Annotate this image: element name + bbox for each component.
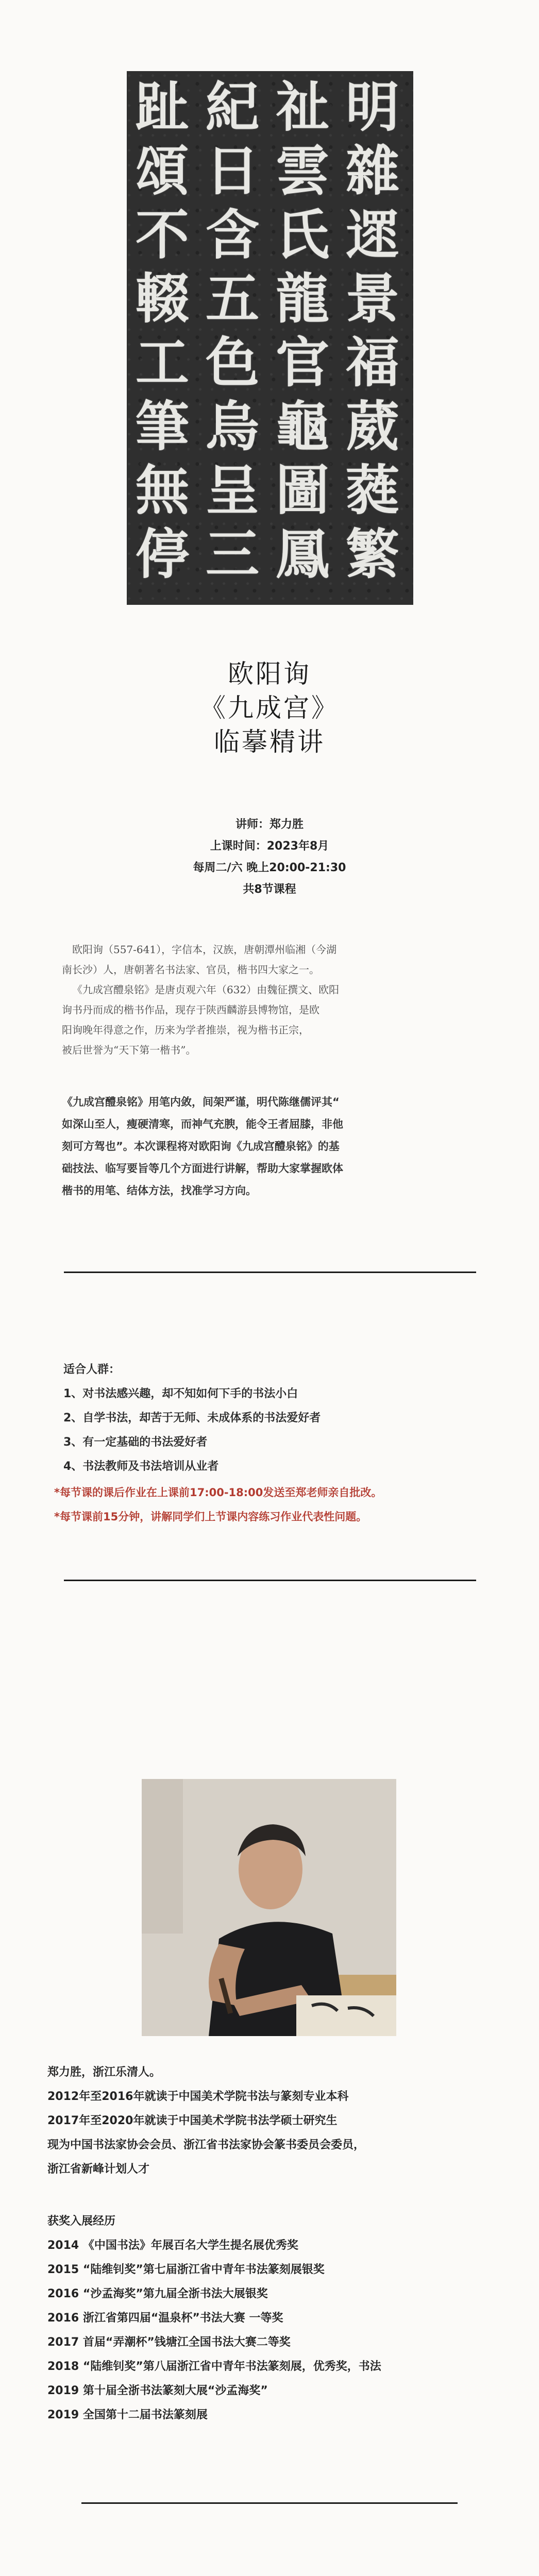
intro-line: 南长沙）人，唐朝著名书法家、官员，楷书四大家之一。 <box>62 963 319 976</box>
intro-line: 如深山至人，瘦硬清寒，而神气充腴，能令王者屈膝，非他 <box>62 1118 343 1130</box>
intro-line: 阳询晚年得意之作，历来为学者推崇，视为楷书正宗， <box>62 1024 309 1036</box>
intro-line: 础技法、临写要旨等几个方面进行讲解，帮助大家掌握欧体 <box>62 1162 343 1175</box>
award-item: 2016 “沙孟海奖”第九届全浙书法大展银奖 <box>47 2287 268 2300</box>
audience-item: 1、对书法感兴趣，却不知如何下手的书法小白 <box>63 1387 298 1400</box>
rubbing-char: 圖 <box>275 459 329 522</box>
rubbing-char: 色 <box>205 331 259 394</box>
title-course: 临摹精讲 <box>214 727 325 757</box>
rubbing-char: 遝 <box>345 203 399 266</box>
rubbing-column-4 <box>127 75 201 586</box>
rubbing-char: 三 <box>205 522 259 586</box>
rubbing-char: 葳 <box>345 395 399 458</box>
rubbing-char: 雲 <box>275 139 329 202</box>
rubbing-char: 輟 <box>135 267 189 330</box>
audience-heading: 适合人群： <box>63 1363 121 1376</box>
award-item: 2016 浙江省第四届“温泉杯”书法大赛 一等奖 <box>47 2312 283 2325</box>
rubbing-char: 頌 <box>135 139 189 202</box>
rubbing-char: 氏 <box>275 203 329 266</box>
rubbing-char: 福 <box>345 331 399 394</box>
title-work: 《九成宫》 <box>200 693 339 723</box>
divider <box>64 1580 476 1581</box>
rubbing-char: 五 <box>205 267 259 330</box>
rubbing-char: 紀 <box>205 75 259 139</box>
rubbing-char: 呈 <box>205 459 259 522</box>
bio-line: 现为中国书法家协会会员、浙江省书法家协会篆书委员会委员， <box>47 2139 365 2151</box>
rubbing-char: 雜 <box>345 139 399 202</box>
homework-note: *每节课的课后作业在上课前17:00-18:00发送至郑老师亲自批改。 <box>54 1486 382 1499</box>
intro-line: 楷书的用笔、结体方法，找准学习方向。 <box>62 1184 257 1197</box>
rubbing-char: 工 <box>135 331 189 394</box>
rubbing-char: 明 <box>345 75 399 139</box>
intro-line: 询书丹而成的楷书作品，现存于陕西麟游县博物馆，是欧 <box>62 1004 319 1016</box>
award-item: 2018 “陆维钊奖”第八届浙江省中青年书法篆刻展，优秀奖，书法 <box>47 2360 381 2373</box>
divider <box>64 1272 476 1273</box>
award-item: 2017 首届“弄潮杯”钱塘江全国书法大赛二等奖 <box>47 2336 291 2349</box>
rubbing-char: 龜 <box>275 395 329 458</box>
review-note: *每节课前15分钟，讲解同学们上节课内容练习作业代表性问题。 <box>54 1511 367 1523</box>
calligraphy-rubbing-image <box>127 71 413 605</box>
intro-line: 被后世誉为“天下第一楷书”。 <box>62 1044 196 1056</box>
rubbing-char: 鳳 <box>275 522 329 586</box>
rubbing-char: 筆 <box>135 395 189 458</box>
award-item: 2019 第十届全浙书法篆刻大展“沙孟海奖” <box>47 2384 268 2397</box>
rubbing-char: 趾 <box>135 75 189 139</box>
intro-line: 欧阳询（557-641），字信本，汉族，唐朝潭州临湘（今湖 <box>72 943 337 956</box>
audience-item: 2、自学书法，却苦于无师、未成体系的书法爱好者 <box>63 1412 321 1425</box>
rubbing-char: 祉 <box>275 75 329 139</box>
rubbing-char: 龍 <box>275 267 329 330</box>
award-item: 2019 全国第十二届书法篆刻展 <box>47 2409 208 2421</box>
bio-name: 郑力胜，浙江乐清人。 <box>47 2066 161 2079</box>
rubbing-char: 無 <box>135 459 189 522</box>
rubbing-char: 繁 <box>345 522 399 586</box>
bio-line: 浙江省新峰计划人才 <box>47 2163 150 2176</box>
award-item: 2015 “陆维钊奖”第七届浙江省中青年书法篆刻展银奖 <box>47 2263 325 2276</box>
rubbing-column-3 <box>194 75 271 586</box>
teacher-name: 讲师：郑力胜 <box>235 818 304 831</box>
rubbing-char: 日 <box>205 139 259 202</box>
rubbing-char: 蕤 <box>345 459 399 522</box>
rubbing-char: 烏 <box>205 395 259 458</box>
bio-line: 2012年至2016年就读于中国美术学院书法与篆刻专业本科 <box>47 2090 349 2103</box>
rubbing-column-1 <box>334 75 411 586</box>
intro-line: 刻可方驾也”。本次课程将对欧阳询《九成宫醴泉铭》的基 <box>62 1140 340 1153</box>
lesson-count: 共8节课程 <box>243 883 296 896</box>
intro-paragraph-1 <box>62 940 474 1060</box>
divider <box>81 2502 458 2504</box>
teacher-photo <box>142 1779 396 2036</box>
awards-heading: 获奖入展经历 <box>47 2215 116 2228</box>
audience-item: 3、有一定基础的书法爱好者 <box>63 1436 208 1449</box>
intro-line: 《九成宫醴泉铭》用笔内敛，间架严谨，明代陈继儒评其“ <box>62 1096 340 1108</box>
intro-line: 《九成宫醴泉铭》是唐贞观六年（632）由魏征撰文、欧阳 <box>72 984 340 996</box>
rubbing-char: 官 <box>275 331 329 394</box>
title-author: 欧阳询 <box>228 659 311 689</box>
rubbing-char: 不 <box>135 203 189 266</box>
rubbing-char: 含 <box>205 203 259 266</box>
teacher-illustration <box>142 1779 396 2036</box>
bio-line: 2017年至2020年就读于中国美术学院书法学硕士研究生 <box>47 2114 338 2127</box>
rubbing-char: 停 <box>135 522 189 586</box>
award-item: 2014 《中国书法》年展百名大学生提名展优秀奖 <box>47 2239 298 2252</box>
rubbing-char: 景 <box>345 267 399 330</box>
audience-item: 4、书法教师及书法培训从业者 <box>63 1460 219 1473</box>
intro-paragraph-2 <box>62 1091 474 1202</box>
rubbing-column-2 <box>264 75 341 586</box>
class-schedule: 每周二/六 晚上20:00-21:30 <box>193 861 346 874</box>
class-time: 上课时间：2023年8月 <box>210 840 329 853</box>
